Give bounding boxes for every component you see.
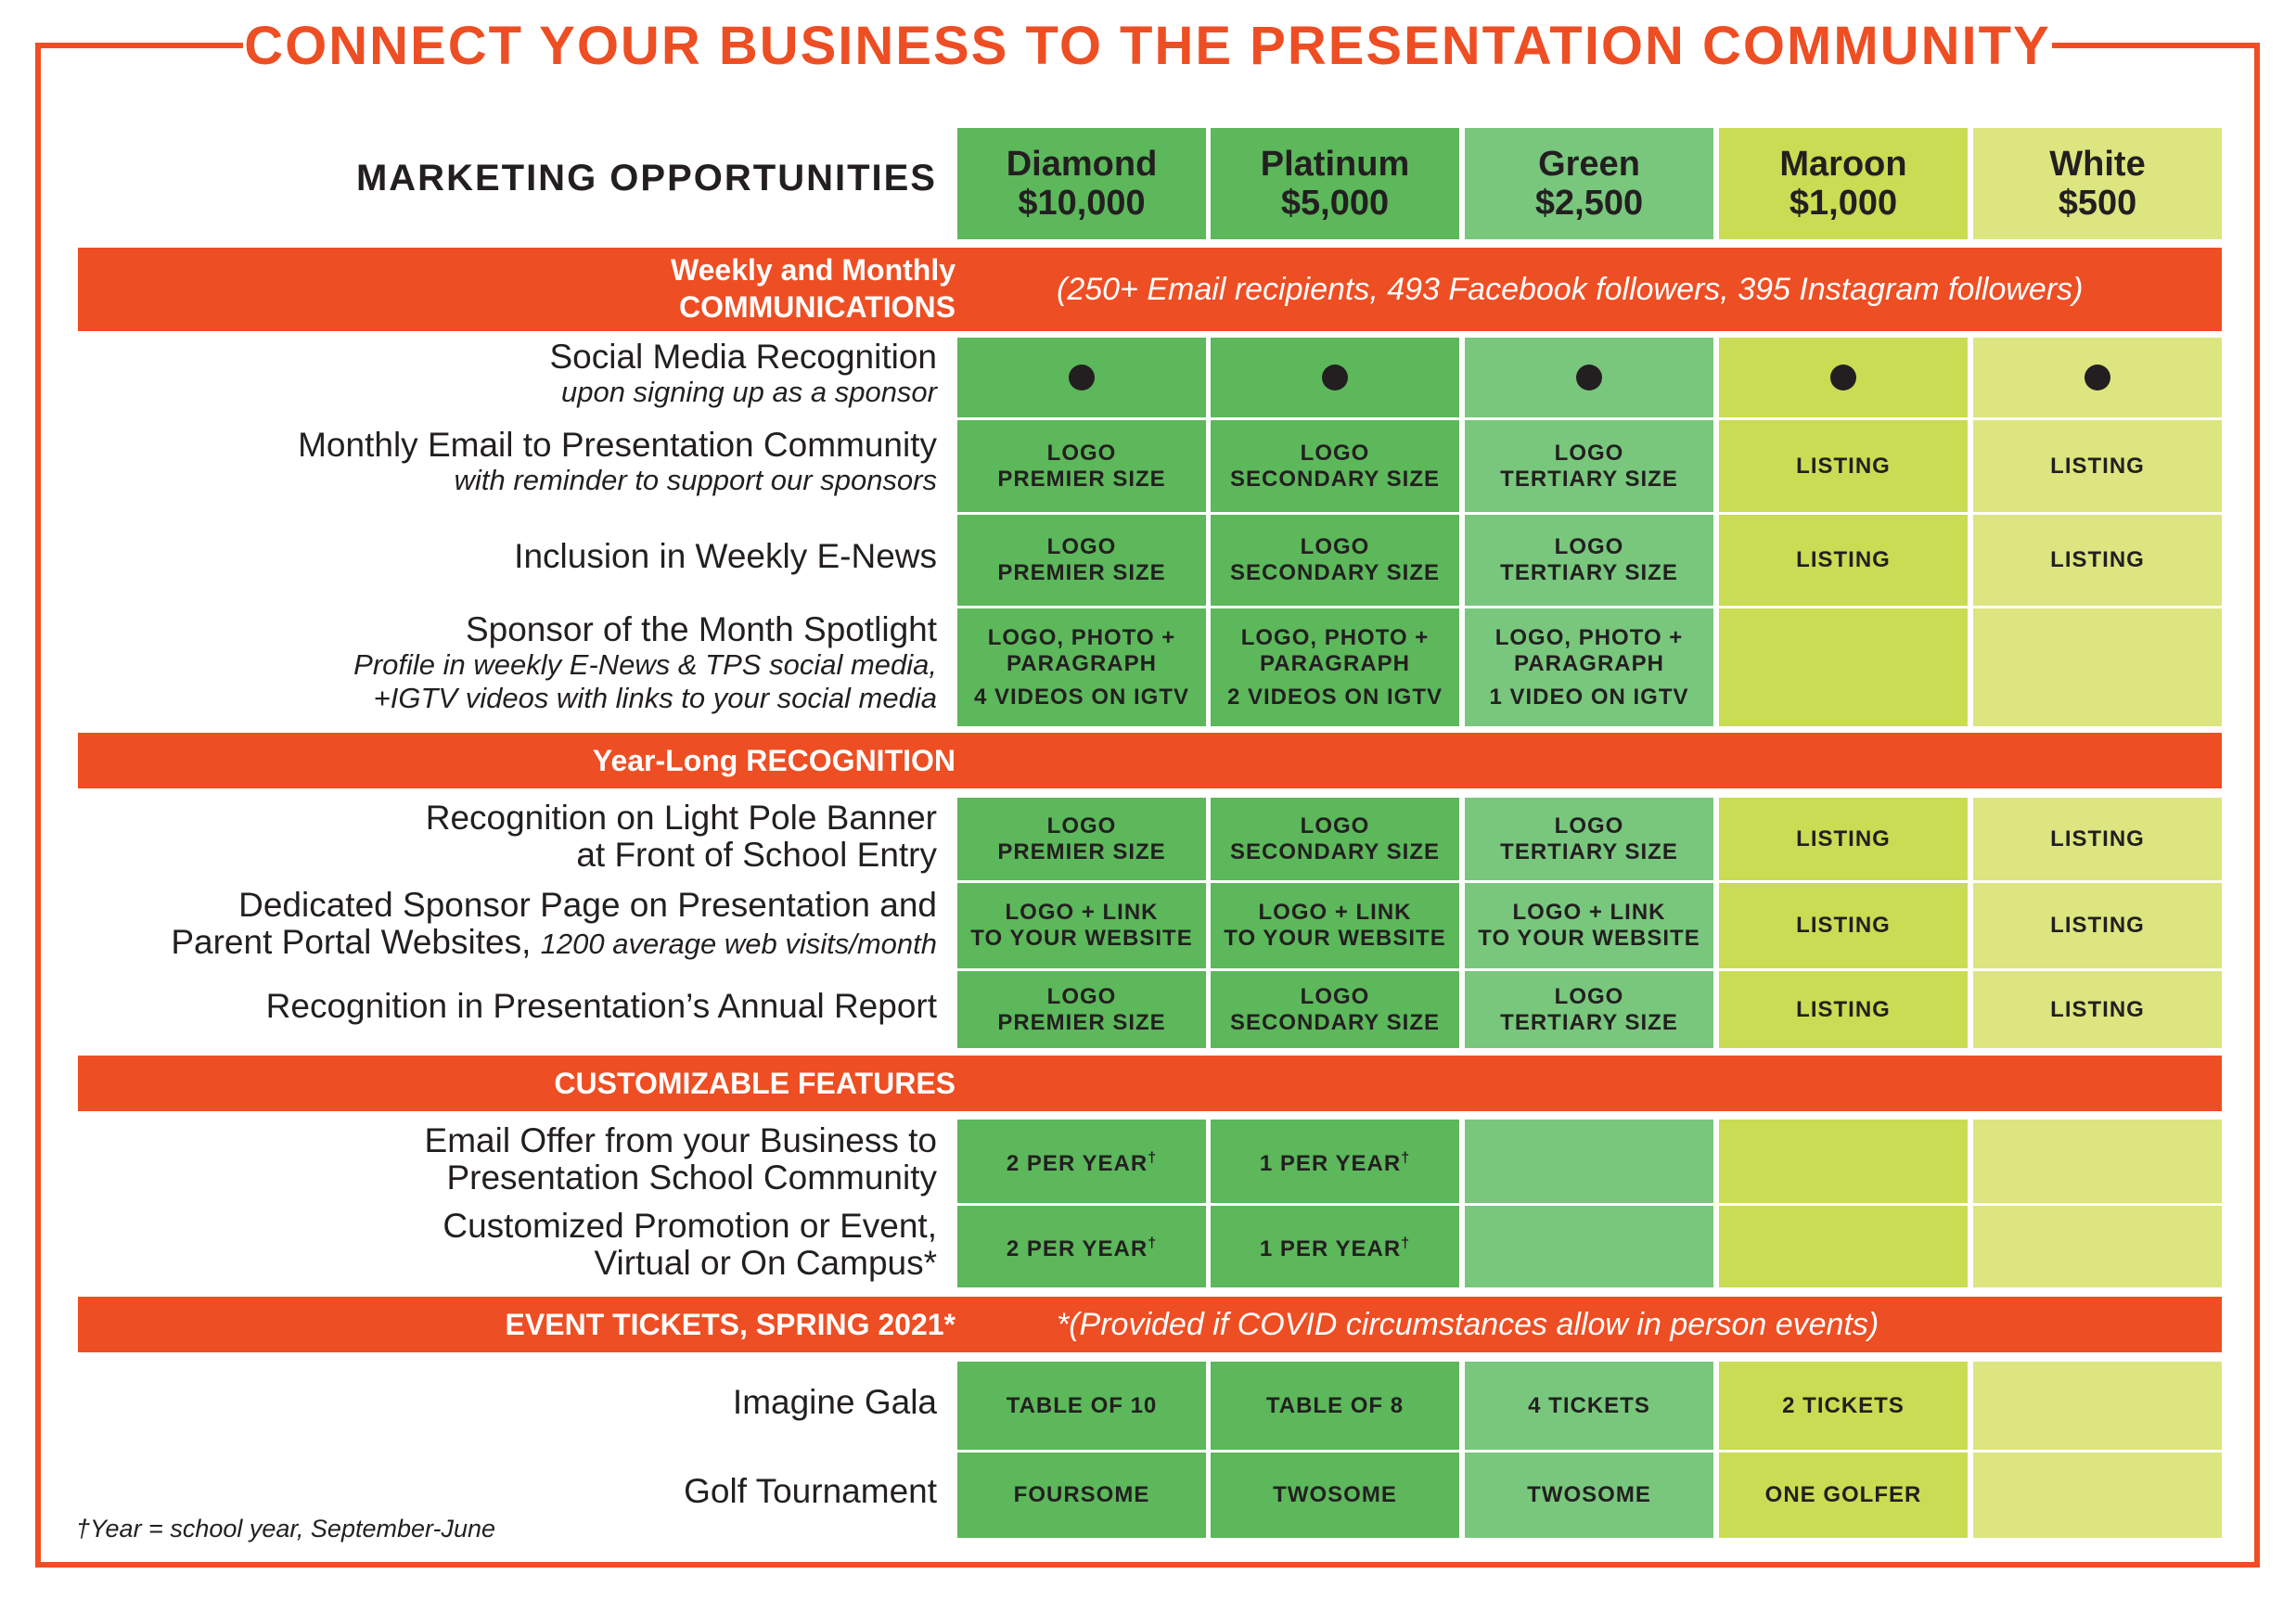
- cell-white: [1973, 883, 2222, 968]
- cell-maroon: [1719, 420, 1968, 512]
- cell-green: [1465, 1453, 1713, 1538]
- tier-name: Platinum: [1260, 145, 1410, 184]
- cell-text: LISTING: [1796, 826, 1891, 851]
- row-label-line: +IGTV videos with links to your social media: [373, 681, 937, 714]
- cell-text: LOGO: [1554, 983, 1624, 1009]
- cell-maroon: [1719, 338, 1968, 417]
- cell-maroon: [1719, 1362, 1968, 1450]
- section-bar-0: [78, 248, 2222, 331]
- row-label-line: Dedicated Sponsor Page on Presentation and: [238, 885, 937, 924]
- row-label-inline-sub: 1200 average web visits/month: [540, 927, 937, 960]
- cell-diamond: [957, 1206, 1206, 1287]
- cell-platinum: [1211, 1362, 1459, 1450]
- cell-text: TO YOUR WEBSITE: [1478, 926, 1700, 951]
- cell-text: 1 PER YEAR†: [1259, 1235, 1411, 1261]
- cell-text: LOGO + LINK: [1512, 900, 1666, 925]
- cell-text: LOGO: [1046, 440, 1117, 466]
- row-label: [298, 427, 937, 497]
- cell-text: LISTING: [2050, 453, 2145, 479]
- row-label-line: Golf Tournament: [684, 1472, 937, 1510]
- cell-text: LOGO: [1046, 813, 1117, 838]
- cell-white: [1973, 1362, 2222, 1450]
- cell-white: [1973, 1120, 2222, 1203]
- row-label: [353, 611, 937, 715]
- row-label-line: Profile in weekly E-News & TPS social media,: [353, 647, 937, 681]
- cell-text: LOGO: [1300, 440, 1370, 466]
- cell-diamond: [957, 798, 1206, 880]
- cell-diamond: [957, 608, 1206, 726]
- cell-diamond: [957, 515, 1206, 606]
- cell-text: SECONDARY SIZE: [1229, 560, 1441, 585]
- cell-text: 2 PER YEAR†: [1006, 1150, 1158, 1176]
- row-label: [514, 538, 937, 575]
- row-label-line: Monthly Email to Presentation Community: [298, 426, 937, 464]
- tier-price: $500: [2058, 184, 2137, 223]
- cell-text: 4 VIDEOS ON IGTV: [973, 684, 1190, 710]
- cell-text: LISTING: [2050, 826, 2145, 851]
- cell-text: TABLE OF 10: [1006, 1392, 1158, 1418]
- cell-platinum: [1211, 420, 1459, 512]
- cell-text: LOGO: [1300, 983, 1370, 1009]
- cell-green: [1465, 1120, 1713, 1203]
- tier-maroon: [1719, 128, 1968, 239]
- cell-text: 2 TICKETS: [1782, 1392, 1905, 1418]
- cell-platinum: [1211, 798, 1459, 880]
- section-label: Year-Long RECOGNITION: [592, 744, 956, 777]
- cell-green: [1465, 338, 1713, 417]
- tier-price: $5,000: [1280, 184, 1390, 223]
- row-label-line: Email Offer from your Business to: [424, 1120, 937, 1159]
- cell-text: LOGO, PHOTO +: [987, 624, 1176, 650]
- cell-maroon: [1719, 971, 1968, 1048]
- section-label-line: Weekly and Monthly: [670, 253, 956, 287]
- cell-text: LISTING: [1796, 996, 1891, 1022]
- section-label: EVENT TICKETS, SPRING 2021*: [505, 1308, 956, 1341]
- row-label-line: with reminder to support our sponsors: [454, 464, 937, 496]
- cell-text: LISTING: [1796, 453, 1891, 479]
- tier-name: White: [2049, 145, 2146, 184]
- bullet-dot-icon: [2084, 365, 2110, 390]
- row-label: [443, 1208, 937, 1282]
- cell-text: LOGO + LINK: [1005, 900, 1159, 925]
- row-label-line: Presentation School Community: [446, 1158, 937, 1197]
- section-bar-3: [78, 1297, 2222, 1352]
- cell-diamond: [957, 1453, 1206, 1538]
- tier-price: $10,000: [1018, 184, 1146, 223]
- cell-diamond: [957, 883, 1206, 968]
- cell-maroon: [1719, 1206, 1968, 1287]
- cell-diamond: [957, 971, 1206, 1048]
- cell-maroon: [1719, 883, 1968, 968]
- row-label-line: Recognition in Presentation’s Annual Report: [265, 986, 937, 1025]
- cell-green: [1465, 1362, 1713, 1450]
- cell-maroon: [1719, 798, 1968, 880]
- cell-text: 2 PER YEAR†: [1006, 1235, 1158, 1261]
- cell-text: PARAGRAPH: [1514, 650, 1664, 676]
- row-label: [684, 1473, 937, 1510]
- cell-text: LOGO: [1554, 813, 1624, 838]
- section-note: (250+ Email recipients, 493 Facebook followers, 395 Instagram followers): [1057, 272, 2084, 307]
- cell-platinum: [1211, 1453, 1459, 1538]
- cell-green: [1465, 883, 1713, 968]
- cell-text: 2 VIDEOS ON IGTV: [1226, 684, 1443, 710]
- tier-diamond: [957, 128, 1206, 239]
- row-label: [549, 339, 937, 409]
- tier-white: [1973, 128, 2222, 239]
- cell-text: TERTIARY SIZE: [1500, 1009, 1678, 1035]
- row-label-line: Inclusion in Weekly E-News: [514, 537, 937, 575]
- cell-text: 1 PER YEAR†: [1259, 1150, 1411, 1176]
- cell-white: [1973, 338, 2222, 417]
- bullet-dot-icon: [1830, 365, 1856, 390]
- cell-green: [1465, 420, 1713, 512]
- cell-text: PREMIER SIZE: [997, 560, 1166, 585]
- cell-text: LOGO: [1554, 440, 1624, 466]
- cell-text: PARAGRAPH: [1260, 650, 1410, 676]
- cell-text: FOURSOME: [1013, 1482, 1150, 1507]
- cell-text: LOGO: [1300, 813, 1370, 838]
- cell-platinum: [1211, 971, 1459, 1048]
- tier-price: $1,000: [1789, 184, 1898, 223]
- cell-text: LISTING: [2050, 547, 2145, 572]
- bullet-dot-icon: [1322, 365, 1348, 390]
- cell-platinum: [1211, 608, 1459, 726]
- cell-text: PREMIER SIZE: [997, 466, 1166, 492]
- section-note: *(Provided if COVID circumstances allow in person events): [1057, 1307, 1879, 1342]
- cell-diamond: [957, 420, 1206, 512]
- cell-text: LOGO: [1046, 983, 1117, 1009]
- marketing-opportunities-heading: MARKETING OPPORTUNITIES: [355, 158, 937, 198]
- tier-name: Diamond: [1006, 145, 1158, 184]
- row-label: [426, 800, 937, 874]
- cell-text: LISTING: [2050, 913, 2145, 938]
- cell-white: [1973, 1206, 2222, 1287]
- tier-name: Maroon: [1779, 145, 1907, 184]
- section-label: [671, 251, 956, 326]
- section-label-line: COMMUNICATIONS: [678, 290, 956, 324]
- row-label-line: upon signing up as a sponsor: [560, 375, 937, 408]
- cell-text: 4 TICKETS: [1528, 1392, 1650, 1418]
- tier-name: Green: [1538, 145, 1640, 184]
- frame-top-right: [2052, 43, 2260, 48]
- row-label-line: Recognition on Light Pole Banner: [425, 799, 937, 837]
- tier-green: [1465, 128, 1713, 239]
- section-bar-2: [78, 1056, 2222, 1111]
- tier-platinum: [1211, 128, 1459, 239]
- row-label-line: Imagine Gala: [732, 1382, 937, 1421]
- row-label-line: Social Media Recognition: [549, 337, 937, 376]
- cell-text: TO YOUR WEBSITE: [1224, 926, 1446, 951]
- cell-platinum: [1211, 883, 1459, 968]
- bullet-dot-icon: [1069, 365, 1095, 390]
- cell-text: ONE GOLFER: [1764, 1482, 1922, 1507]
- cell-platinum: [1211, 1120, 1459, 1203]
- cell-text: LOGO: [1554, 534, 1624, 559]
- cell-green: [1465, 608, 1713, 726]
- cell-green: [1465, 798, 1713, 880]
- cell-platinum: [1211, 515, 1459, 606]
- cell-green: [1465, 515, 1713, 606]
- row-label-line: Virtual or On Campus*: [594, 1243, 937, 1282]
- cell-white: [1973, 608, 2222, 726]
- row-label: [425, 1122, 937, 1197]
- section-bar-1: [78, 733, 2222, 788]
- bullet-dot-icon: [1576, 365, 1602, 390]
- cell-green: [1465, 1206, 1713, 1287]
- cell-text: TO YOUR WEBSITE: [970, 926, 1193, 951]
- row-label: [266, 988, 937, 1025]
- cell-text: LISTING: [1796, 547, 1891, 572]
- row-label-line: at Front of School Entry: [576, 836, 937, 874]
- cell-platinum: [1211, 1206, 1459, 1287]
- cell-text: LOGO, PHOTO +: [1494, 624, 1684, 650]
- cell-text: PREMIER SIZE: [997, 838, 1166, 864]
- cell-text: LOGO: [1300, 534, 1370, 559]
- cell-platinum: [1211, 338, 1459, 417]
- row-label: [733, 1384, 937, 1421]
- row-label-line: Sponsor of the Month Spotlight: [465, 609, 937, 648]
- cell-text: LOGO + LINK: [1258, 900, 1412, 925]
- row-label-line: Customized Promotion or Event,: [443, 1206, 937, 1245]
- cell-white: [1973, 515, 2222, 606]
- cell-text: TWOSOME: [1273, 1482, 1397, 1507]
- page-title: CONNECT YOUR BUSINESS TO THE PRESENTATION COMMUNITY: [243, 13, 2052, 80]
- cell-maroon: [1719, 1120, 1968, 1203]
- cell-text: TABLE OF 8: [1265, 1392, 1405, 1418]
- footnote: †Year = school year, September-June: [76, 1515, 496, 1542]
- cell-text: LOGO, PHOTO +: [1240, 624, 1430, 650]
- cell-text: TWOSOME: [1527, 1482, 1651, 1507]
- cell-text: TERTIARY SIZE: [1500, 466, 1678, 492]
- cell-white: [1973, 798, 2222, 880]
- cell-white: [1973, 420, 2222, 512]
- cell-text: SECONDARY SIZE: [1229, 838, 1441, 864]
- cell-text: TERTIARY SIZE: [1500, 560, 1678, 585]
- frame-top-left: [35, 43, 247, 48]
- cell-text: LISTING: [1796, 913, 1891, 938]
- cell-text: LOGO: [1046, 534, 1117, 559]
- cell-green: [1465, 971, 1713, 1048]
- cell-white: [1973, 971, 2222, 1048]
- section-label: CUSTOMIZABLE FEATURES: [554, 1067, 956, 1100]
- tier-price: $2,500: [1534, 184, 1644, 223]
- cell-text: LISTING: [2050, 996, 2145, 1022]
- cell-white: [1973, 1453, 2222, 1538]
- cell-text: PREMIER SIZE: [997, 1009, 1166, 1035]
- cell-maroon: [1719, 608, 1968, 726]
- cell-text: TERTIARY SIZE: [1500, 838, 1678, 864]
- cell-diamond: [957, 1120, 1206, 1203]
- row-label-line: Parent Portal Websites, 1200 average web visits/month: [171, 922, 937, 961]
- cell-maroon: [1719, 515, 1968, 606]
- cell-text: 1 VIDEO ON IGTV: [1489, 684, 1689, 710]
- cell-text: SECONDARY SIZE: [1229, 466, 1441, 492]
- cell-text: PARAGRAPH: [1007, 650, 1157, 676]
- cell-text: SECONDARY SIZE: [1229, 1009, 1441, 1035]
- row-label: [171, 887, 937, 963]
- cell-diamond: [957, 338, 1206, 417]
- cell-diamond: [957, 1362, 1206, 1450]
- cell-maroon: [1719, 1453, 1968, 1538]
